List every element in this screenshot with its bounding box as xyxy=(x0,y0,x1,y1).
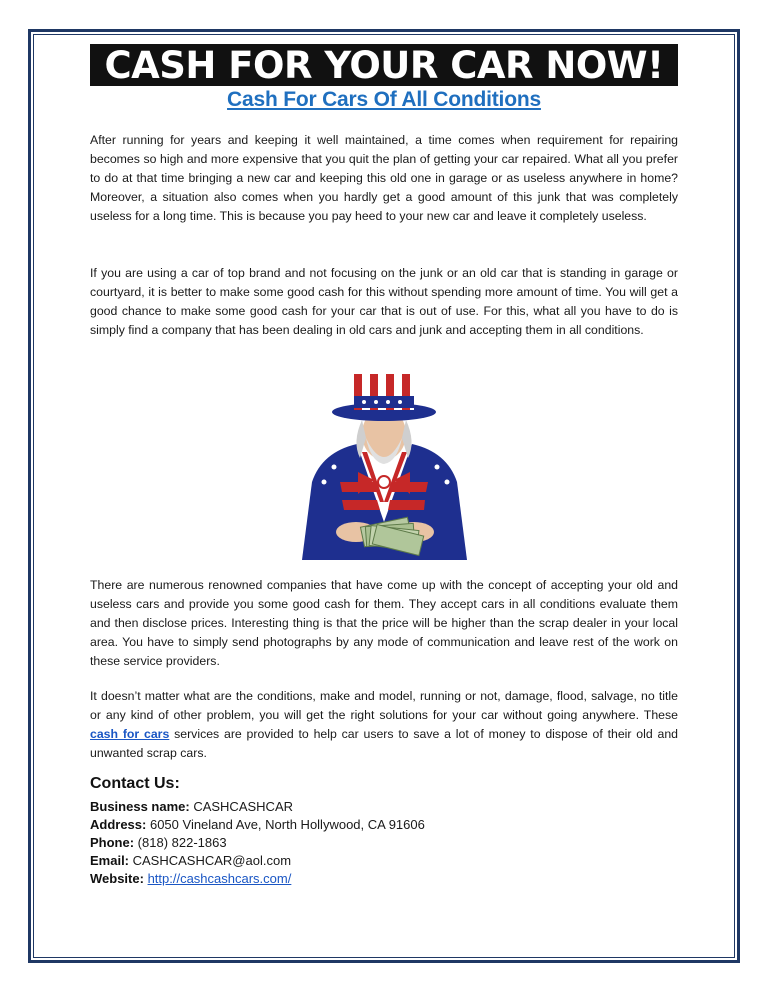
website-link[interactable]: http://cashcashcars.com/ xyxy=(147,871,292,886)
contact-website xyxy=(90,870,291,887)
banner-text: CASH FOR YOUR CAR NOW! xyxy=(104,44,664,86)
contact-address xyxy=(90,816,425,833)
address-label: Address: xyxy=(90,817,147,832)
email-value: CASHCASHCAR@aol.com xyxy=(129,853,292,868)
contact-business xyxy=(90,798,293,815)
contact-email xyxy=(90,852,291,869)
paragraph-4-text-after: services are provided to help car users to save a lot of money to dispose of their old and unwanted scrap cars. xyxy=(90,727,678,760)
paragraph-1: After running for years and keeping it well maintained, a time comes when requirement for repairing becomes so high and more expensive that you quit the plan of getting your car repaired. What all you prefer to do at that time bringing a new car and keeping this old one in garage or as useless anywhere in home? Moreover, a situation also comes when you hardly get a good amount of this junk that was completely useless for a long time. This is because you pay heed to your new car and leave it completely useless. xyxy=(90,133,678,223)
paragraph-4 xyxy=(90,687,678,763)
business-value: CASHCASHCAR xyxy=(189,799,293,814)
address-value: 6050 Vineland Ave, North Hollywood, CA 91606 xyxy=(146,817,425,832)
uncle-sam-illustration xyxy=(262,372,506,560)
phone-label: Phone: xyxy=(90,835,135,850)
contact-heading: Contact Us: xyxy=(90,775,180,792)
email-label: Email: xyxy=(90,853,130,868)
paragraph-2: If you are using a car of top brand and not focusing on the junk or an old car that is standing in garage or courtyard, it is better to make some good cash for this without spending more amount of time. You will get a good chance to make some good cash for your car that is out of use. For this, what all you have to do is simply find a company that has been dealing in old cars and junk and accepting them in all conditions. xyxy=(90,266,678,337)
phone-value: (818) 822-1863 xyxy=(134,835,227,850)
business-label: Business name: xyxy=(90,799,190,814)
website-label: Website: xyxy=(90,871,144,886)
paragraph-3: There are numerous renowned companies that have come up with the concept of accepting your old and useless cars and provide you some good cash for them. They accept cars in all conditions evaluate them and then disclose prices. Interesting thing is that the price will be higher than the scrap dealer in your local area. You have to simply send photographs by any mode of communication and leave rest of the work on these service providers. xyxy=(90,578,678,668)
contact-phone xyxy=(90,834,227,851)
page-title: Cash For Cars Of All Conditions xyxy=(227,88,541,111)
paragraph-4-text-before: It doesn’t matter what are the conditions, make and model, running or not, damage, flood, salvage, no title or any kind of other problem, you will get the right solutions for your car without going anywhere. These xyxy=(90,689,678,722)
header-banner xyxy=(90,44,678,86)
cash-for-cars-link[interactable]: cash for cars xyxy=(90,727,170,741)
